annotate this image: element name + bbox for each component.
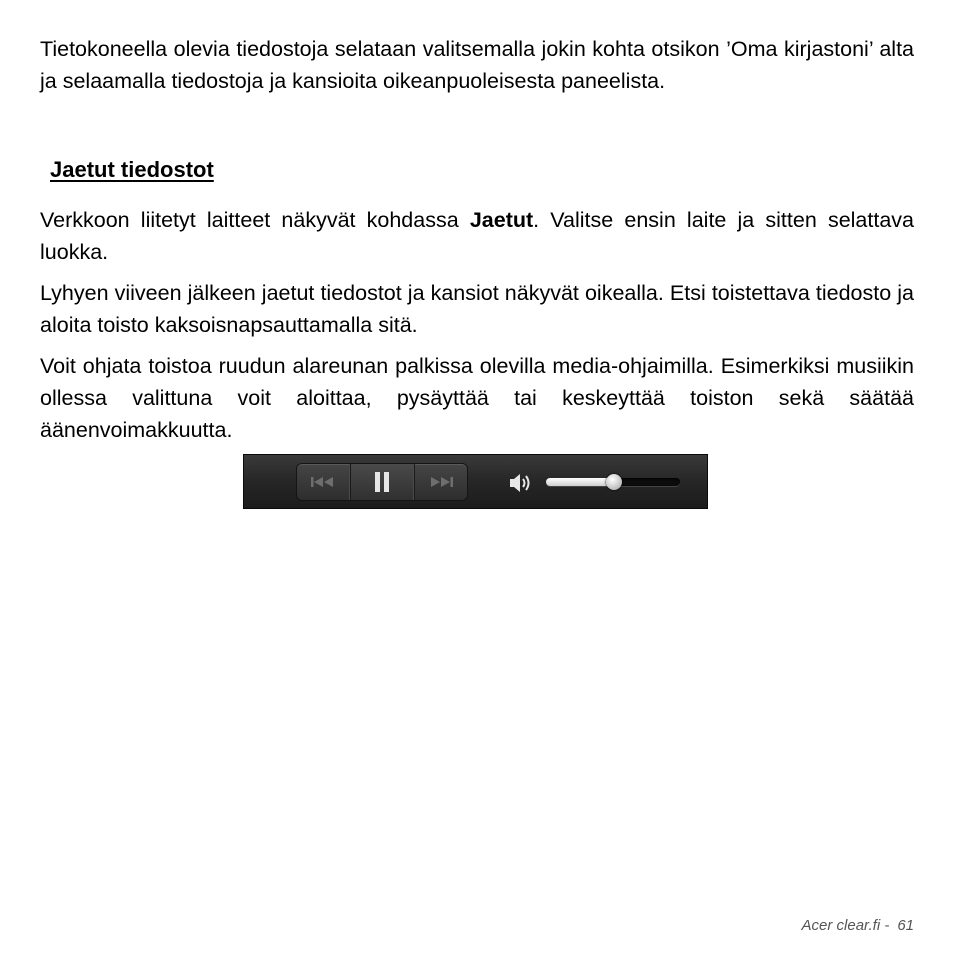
paragraph-text: . Valitse ensin laite ja sitten selattava luokka. bbox=[40, 208, 915, 264]
speaker-icon bbox=[508, 472, 532, 494]
page-footer bbox=[802, 917, 914, 934]
footer-label: Acer clear.fi - bbox=[801, 917, 890, 934]
volume-button[interactable] bbox=[508, 472, 532, 494]
playback-button-group bbox=[296, 463, 468, 501]
skip-back-button[interactable] bbox=[297, 464, 351, 500]
playback-paragraph: Lyhyen viiveen jälkeen jaetut tiedostot ja kansiot näkyvät oikealla. Etsi toistettava tiedosto ja aloita toisto kaksoisnapsauttamalla sitä. bbox=[40, 281, 914, 337]
skip-forward-icon bbox=[428, 475, 454, 489]
media-controls-paragraph: Voit ohjata toistoa ruudun alareunan palkissa olevilla media-ohjaimilla. Esimerkiksi musiikin ollessa valittuna voit aloittaa, pysäyttää tai keskeyttää toiston sekä säätää äänenvoimakkuutta. bbox=[40, 354, 914, 442]
shared-term: Jaetut bbox=[469, 208, 534, 232]
volume-slider-fill bbox=[546, 478, 614, 486]
intro-paragraph: Tietokoneella olevia tiedostoja selataan valitsemalla jokin kohta otsikon ’Oma kirjastoni’ alta ja selaamalla tiedostoja ja kansioita oikeanpuoleisesta paneelista. bbox=[40, 37, 914, 93]
volume-slider[interactable] bbox=[546, 476, 680, 488]
pause-icon bbox=[373, 471, 391, 493]
section-heading: Jaetut tiedostot bbox=[50, 157, 214, 182]
pause-button[interactable] bbox=[351, 464, 415, 500]
shared-devices-paragraph bbox=[40, 204, 914, 268]
skip-forward-button[interactable] bbox=[415, 464, 468, 500]
volume-slider-thumb[interactable] bbox=[606, 474, 622, 490]
skip-back-icon bbox=[310, 475, 336, 489]
media-control-bar bbox=[243, 454, 708, 509]
paragraph-text: Verkkoon liitetyt laitteet näkyvät kohdassa bbox=[40, 208, 470, 232]
page-number: 61 bbox=[897, 917, 914, 934]
